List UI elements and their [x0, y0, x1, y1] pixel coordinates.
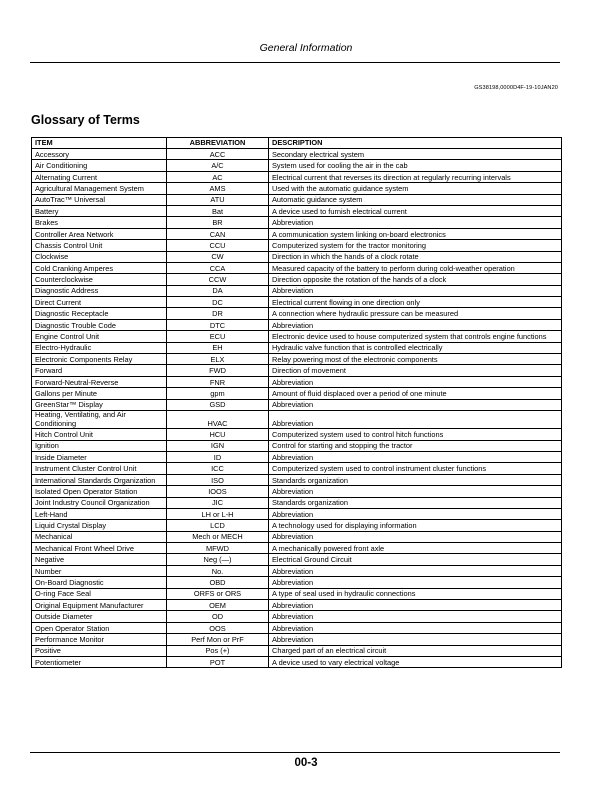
description-cell: Electronic device used to house computerized system that controls engine functions: [269, 331, 562, 342]
abbreviation-cell: DTC: [167, 319, 269, 330]
item-cell: Chassis Control Unit: [32, 240, 167, 251]
abbreviation-cell: Pos (+): [167, 645, 269, 656]
description-cell: Measured capacity of the battery to perform during cold-weather operation: [269, 262, 562, 273]
item-cell: Positive: [32, 645, 167, 656]
description-cell: A mechanically powered front axle: [269, 543, 562, 554]
description-cell: Abbreviation: [269, 217, 562, 228]
table-row: [32, 251, 562, 262]
description-cell: A communication system linking on-board electronics: [269, 228, 562, 239]
item-cell: International Standards Organization: [32, 474, 167, 485]
item-cell: Electronic Components Relay: [32, 354, 167, 365]
description-cell: Hydraulic valve function that is controlled electrically: [269, 342, 562, 353]
abbreviation-cell: ID: [167, 451, 269, 462]
table-row: [32, 217, 562, 228]
table-row: [32, 600, 562, 611]
description-cell: Electrical current flowing in one direction only: [269, 297, 562, 308]
table-row: [32, 622, 562, 633]
table-row: [32, 440, 562, 451]
abbreviation-cell: IOOS: [167, 486, 269, 497]
description-cell: Used with the automatic guidance system: [269, 183, 562, 194]
table-row: [32, 429, 562, 440]
abbreviation-cell: GSD: [167, 399, 269, 410]
abbreviation-cell: DC: [167, 297, 269, 308]
item-cell: Liquid Crystal Display: [32, 520, 167, 531]
column-header-abbreviation: ABBREVIATION: [167, 138, 269, 149]
column-header-description: DESCRIPTION: [269, 138, 562, 149]
abbreviation-cell: MFWD: [167, 543, 269, 554]
item-cell: Isolated Open Operator Station: [32, 486, 167, 497]
description-cell: Abbreviation: [269, 577, 562, 588]
description-cell: System used for cooling the air in the cab: [269, 160, 562, 171]
item-cell: Mechanical: [32, 531, 167, 542]
abbreviation-cell: CCW: [167, 274, 269, 285]
description-cell: Standards organization: [269, 497, 562, 508]
table-row: [32, 451, 562, 462]
description-cell: Abbreviation: [269, 531, 562, 542]
item-cell: Negative: [32, 554, 167, 565]
table-row: [32, 520, 562, 531]
description-cell: Abbreviation: [269, 410, 562, 428]
abbreviation-cell: ACC: [167, 149, 269, 160]
item-cell: Outside Diameter: [32, 611, 167, 622]
description-cell: Abbreviation: [269, 319, 562, 330]
abbreviation-cell: POT: [167, 656, 269, 667]
description-cell: Direction opposite the rotation of the hands of a clock: [269, 274, 562, 285]
item-cell: Forward-Neutral-Reverse: [32, 376, 167, 387]
abbreviation-cell: DA: [167, 285, 269, 296]
item-cell: Agricultural Management System: [32, 183, 167, 194]
description-cell: A device used to vary electrical voltage: [269, 656, 562, 667]
item-cell: Cold Cranking Amperes: [32, 262, 167, 273]
description-cell: Abbreviation: [269, 565, 562, 576]
item-cell: Clockwise: [32, 251, 167, 262]
abbreviation-cell: LCD: [167, 520, 269, 531]
description-cell: Amount of fluid displaced over a period of one minute: [269, 388, 562, 399]
table-row: [32, 160, 562, 171]
table-row: [32, 171, 562, 182]
abbreviation-cell: OEM: [167, 600, 269, 611]
description-cell: Electrical current that reverses its direction at regularly recurring intervals: [269, 171, 562, 182]
description-cell: Abbreviation: [269, 486, 562, 497]
item-cell: Instrument Cluster Control Unit: [32, 463, 167, 474]
abbreviation-cell: OOS: [167, 622, 269, 633]
description-cell: Electrical Ground Circuit: [269, 554, 562, 565]
abbreviation-cell: EH: [167, 342, 269, 353]
description-cell: A device used to furnish electrical current: [269, 205, 562, 216]
item-cell: Alternating Current: [32, 171, 167, 182]
table-row: [32, 285, 562, 296]
abbreviation-cell: FNR: [167, 376, 269, 387]
page-number: 00-3: [294, 757, 318, 769]
description-cell: Computerized system used to control hitch functions: [269, 429, 562, 440]
description-cell: Direction of movement: [269, 365, 562, 376]
table-row: [32, 228, 562, 239]
table-row: [32, 388, 562, 399]
table-row: [32, 577, 562, 588]
table-row: [32, 565, 562, 576]
page-header-title: General Information: [259, 42, 353, 54]
section-title: Glossary of Terms: [31, 113, 140, 127]
item-cell: Original Equipment Manufacturer: [32, 600, 167, 611]
item-cell: Left-Hand: [32, 508, 167, 519]
description-cell: Standards organization: [269, 474, 562, 485]
table-row: [32, 376, 562, 387]
abbreviation-cell: A/C: [167, 160, 269, 171]
item-cell: Accessory: [32, 149, 167, 160]
glossary-table-body: [32, 149, 562, 668]
description-cell: A technology used for displaying information: [269, 520, 562, 531]
item-cell: Diagnostic Address: [32, 285, 167, 296]
abbreviation-cell: BR: [167, 217, 269, 228]
abbreviation-cell: Bat: [167, 205, 269, 216]
table-row: [32, 531, 562, 542]
abbreviation-cell: ECU: [167, 331, 269, 342]
abbreviation-cell: CCA: [167, 262, 269, 273]
item-cell: Hitch Control Unit: [32, 429, 167, 440]
table-row: [32, 331, 562, 342]
table-row: [32, 308, 562, 319]
item-cell: Direct Current: [32, 297, 167, 308]
table-row: [32, 274, 562, 285]
table-row: [32, 474, 562, 485]
table-row: [32, 183, 562, 194]
table-header-row: [32, 138, 562, 149]
abbreviation-cell: Perf Mon or PrF: [167, 634, 269, 645]
description-cell: Abbreviation: [269, 622, 562, 633]
table-row: [32, 543, 562, 554]
table-row: [32, 194, 562, 205]
description-cell: Abbreviation: [269, 451, 562, 462]
table-row: [32, 588, 562, 599]
item-cell: Battery: [32, 205, 167, 216]
table-row: [32, 554, 562, 565]
item-cell: Inside Diameter: [32, 451, 167, 462]
item-cell: Diagnostic Trouble Code: [32, 319, 167, 330]
table-row: [32, 399, 562, 410]
footer-divider: [30, 752, 560, 753]
table-row: [32, 508, 562, 519]
item-cell: Diagnostic Receptacle: [32, 308, 167, 319]
item-cell: Heating, Ventilating, and Air Conditioning: [32, 410, 167, 428]
abbreviation-cell: CW: [167, 251, 269, 262]
column-header-item: ITEM: [32, 138, 167, 149]
abbreviation-cell: HVAC: [167, 410, 269, 428]
table-row: [32, 365, 562, 376]
table-row: [32, 205, 562, 216]
abbreviation-cell: FWD: [167, 365, 269, 376]
abbreviation-cell: ELX: [167, 354, 269, 365]
item-cell: Engine Control Unit: [32, 331, 167, 342]
item-cell: Mechanical Front Wheel Drive: [32, 543, 167, 554]
description-cell: Abbreviation: [269, 600, 562, 611]
description-cell: Automatic guidance system: [269, 194, 562, 205]
table-row: [32, 645, 562, 656]
abbreviation-cell: CAN: [167, 228, 269, 239]
item-cell: AutoTrac™ Universal: [32, 194, 167, 205]
abbreviation-cell: OBD: [167, 577, 269, 588]
abbreviation-cell: JIC: [167, 497, 269, 508]
abbreviation-cell: ATU: [167, 194, 269, 205]
item-cell: O-ring Face Seal: [32, 588, 167, 599]
abbreviation-cell: Mech or MECH: [167, 531, 269, 542]
description-cell: Abbreviation: [269, 376, 562, 387]
abbreviation-cell: HCU: [167, 429, 269, 440]
table-row: [32, 319, 562, 330]
abbreviation-cell: ICC: [167, 463, 269, 474]
item-cell: Forward: [32, 365, 167, 376]
table-row: [32, 262, 562, 273]
table-row: [32, 656, 562, 667]
description-cell: Abbreviation: [269, 399, 562, 410]
abbreviation-cell: gpm: [167, 388, 269, 399]
item-cell: Open Operator Station: [32, 622, 167, 633]
item-cell: Performance Monitor: [32, 634, 167, 645]
table-row: [32, 611, 562, 622]
item-cell: Air Conditioning: [32, 160, 167, 171]
table-row: [32, 497, 562, 508]
item-cell: Joint Industry Council Organization: [32, 497, 167, 508]
abbreviation-cell: ORFS or ORS: [167, 588, 269, 599]
description-cell: Abbreviation: [269, 611, 562, 622]
item-cell: Controller Area Network: [32, 228, 167, 239]
item-cell: Gallons per Minute: [32, 388, 167, 399]
item-cell: Potentiometer: [32, 656, 167, 667]
abbreviation-cell: CCU: [167, 240, 269, 251]
item-cell: Number: [32, 565, 167, 576]
abbreviation-cell: AMS: [167, 183, 269, 194]
table-row: [32, 342, 562, 353]
description-cell: Charged part of an electrical circuit: [269, 645, 562, 656]
description-cell: Control for starting and stopping the tractor: [269, 440, 562, 451]
document-id: GS38198,0000D4F-19-10JAN20: [474, 85, 558, 91]
description-cell: Abbreviation: [269, 634, 562, 645]
table-row: [32, 240, 562, 251]
table-row: [32, 634, 562, 645]
abbreviation-cell: No.: [167, 565, 269, 576]
description-cell: Computerized system used to control instrument cluster functions: [269, 463, 562, 474]
description-cell: Abbreviation: [269, 508, 562, 519]
item-cell: GreenStar™ Display: [32, 399, 167, 410]
description-cell: A connection where hydraulic pressure can be measured: [269, 308, 562, 319]
abbreviation-cell: DR: [167, 308, 269, 319]
item-cell: Electro-Hydraulic: [32, 342, 167, 353]
abbreviation-cell: LH or L-H: [167, 508, 269, 519]
table-row: [32, 297, 562, 308]
table-row: [32, 486, 562, 497]
table-row: [32, 149, 562, 160]
description-cell: Computerized system for the tractor monitoring: [269, 240, 562, 251]
item-cell: Counterclockwise: [32, 274, 167, 285]
description-cell: A type of seal used in hydraulic connections: [269, 588, 562, 599]
description-cell: Relay powering most of the electronic components: [269, 354, 562, 365]
abbreviation-cell: Neg (—): [167, 554, 269, 565]
abbreviation-cell: AC: [167, 171, 269, 182]
description-cell: Abbreviation: [269, 285, 562, 296]
abbreviation-cell: ISO: [167, 474, 269, 485]
table-row: [32, 463, 562, 474]
item-cell: Brakes: [32, 217, 167, 228]
item-cell: On-Board Diagnostic: [32, 577, 167, 588]
description-cell: Secondary electrical system: [269, 149, 562, 160]
table-row: [32, 410, 562, 428]
abbreviation-cell: OD: [167, 611, 269, 622]
glossary-table: [31, 137, 562, 668]
item-cell: Ignition: [32, 440, 167, 451]
header-divider: [30, 62, 560, 63]
abbreviation-cell: IGN: [167, 440, 269, 451]
description-cell: Direction in which the hands of a clock rotate: [269, 251, 562, 262]
table-row: [32, 354, 562, 365]
